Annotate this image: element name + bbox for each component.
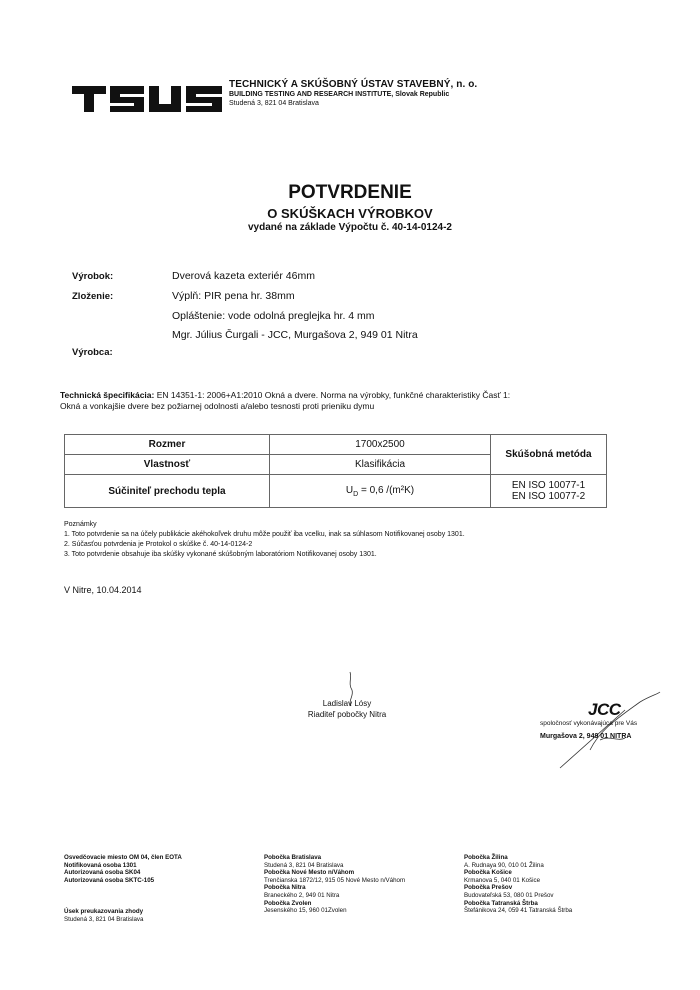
stamp-logo: JCC: [588, 700, 621, 719]
tsus-logo: [72, 80, 222, 112]
footer-line: Osvedčovacie miesto OM 04, člen EOTA: [64, 854, 182, 861]
u-symbol: U: [345, 484, 354, 496]
note-1: 1. Toto potvrdenie sa na účely publikácie akéhokoľvek druhu môže použiť iba vcelku, inak sa súhlasom Notifikovanej osoby 1301.: [64, 531, 465, 538]
vlastnost-value: Klasifikácia: [270, 455, 491, 475]
footer-col-3: [464, 854, 572, 915]
document-title: POTVRDENIE: [288, 182, 412, 203]
footer-line: Autorizovaná osoba SK04: [64, 869, 141, 877]
signature-block: [282, 698, 412, 720]
composition-value-1: Výplň: PIR pena hr. 38mm: [172, 290, 295, 302]
footer-line: Úsek preukazovania zhody: [64, 908, 144, 915]
notes-heading: Poznámky: [64, 521, 97, 528]
u-value: = 0,6 /(m²K): [358, 484, 415, 496]
property-name: Súčiniteľ prechodu tepla: [65, 475, 270, 508]
u-subscript: D: [353, 490, 359, 498]
footer-line: Pobočka Nitra: [264, 884, 306, 892]
footer-line: Autorizovaná osoba SKTC-105: [64, 876, 155, 884]
institute-name-en: BUILDING TESTING AND RESEARCH INSTITUTE, Slovak Republic: [229, 91, 450, 98]
stamp-line-2: Murgašova 2, 949 01 NITRA: [540, 733, 632, 740]
footer-line: Pobočka Prešov: [464, 884, 513, 892]
footer-col-1b: [64, 908, 143, 923]
footer-line: Krmanova 5, 040 01 Košice: [464, 876, 541, 884]
institute-address: Studená 3, 821 04 Bratislava: [229, 100, 319, 107]
footer-line: Notifikovaná osoba 1301: [64, 861, 137, 869]
product-label: Výrobok:: [72, 271, 114, 282]
institute-block: [229, 79, 477, 107]
rozmer-value: 1700x2500: [270, 435, 491, 455]
signatory-role: Riaditeľ pobočky Nitra: [307, 710, 387, 719]
footer-line: Pobočka Nové Mesto n/Váhom: [264, 869, 355, 877]
table-row: [65, 475, 607, 508]
technical-specification: [60, 390, 620, 412]
footer-line: Pobočka Bratislava: [264, 854, 322, 861]
manufacturer-value: Mgr. Július Čurgali - JCC, Murgašova 2, 949 01 Nitra: [172, 329, 418, 341]
method-header: Skúšobná metóda: [491, 435, 607, 475]
footer-line: Štefánikova 24, 059 41 Tatranská Štrba: [464, 907, 573, 915]
notes: [64, 520, 465, 560]
footer-col-2: [264, 854, 405, 915]
method-1: EN ISO 10077-1: [511, 480, 586, 491]
footer-line: Studená 3, 821 04 Bratislava: [264, 861, 344, 869]
footer-line: Pobočka Tatranská Štrba: [464, 899, 538, 907]
stamp-line-1: spoločnosť vykonávajúca pre Vás: [540, 720, 638, 727]
footer-line: Trenčianska 1872/12, 915 05 Nové Mesto n/Váhom: [264, 876, 406, 884]
footer-line: Jesenského 15, 960 01Zvolen: [264, 907, 347, 915]
place-date: V Nitre, 10.04.2014: [64, 585, 142, 595]
signatory-name: Ladislav Lósy: [322, 699, 372, 708]
results-table: [64, 434, 607, 508]
composition-label: Zloženie:: [72, 291, 114, 302]
vlastnost-label: Vlastnosť: [65, 455, 270, 475]
product-value: Dverová kazeta exteriér 46mm: [172, 270, 315, 282]
manufacturer-label: Výrobca:: [72, 347, 113, 358]
note-3: 3. Toto potvrdenie obsahuje iba skúšky vykonané skúšobným laboratóriom Notifikovanej osoby 1301.: [64, 551, 377, 558]
footer-line: A. Rudnaya 90, 010 01 Žilina: [464, 861, 544, 869]
spec-label: Technická špecifikácia:: [60, 390, 155, 400]
spec-text: EN 14351-1: 2006+A1:2010 Okná a dvere. Norma na výrobky, funkčné charakteristiky Časť 1:: [156, 390, 511, 400]
footer-col-1: [64, 854, 182, 884]
rozmer-label: Rozmer: [65, 435, 270, 455]
test-methods: [491, 475, 607, 508]
document-subtitle: O SKÚŠKACH VÝROBKOV: [267, 206, 433, 221]
footer-line: Studená 3, 821 04 Bratislava: [64, 915, 144, 923]
composition-value-2: Opláštenie: vode odolná preglejka hr. 4 mm: [172, 310, 375, 322]
footer-line: Budovateľská 53, 080 01 Prešov: [464, 891, 554, 899]
property-value: [270, 475, 491, 508]
institute-name: TECHNICKÝ A SKÚŠOBNÝ ÚSTAV STAVEBNÝ, n. o.: [229, 79, 478, 90]
footer-line: Braneckého 2, 949 01 Nitra: [264, 891, 340, 899]
document-basis: vydané na základe Výpočtu č. 40-14-0124-2: [248, 222, 452, 233]
footer-line: Pobočka Zvolen: [264, 899, 312, 907]
footer-line: Pobočka Košice: [464, 869, 512, 877]
footer-line: Pobočka Žilina: [464, 854, 508, 861]
method-2: EN ISO 10077-2: [511, 491, 586, 502]
note-2: 2. Súčasťou potvrdenia je Protokol o skúške č. 40-14-0124-2: [64, 541, 253, 548]
table-row: [65, 435, 607, 455]
spec-text-2: Okná a vonkajšie dvere bez požiarnej odolnosti a/alebo tesnosti proti prieniku dymu: [60, 401, 375, 411]
